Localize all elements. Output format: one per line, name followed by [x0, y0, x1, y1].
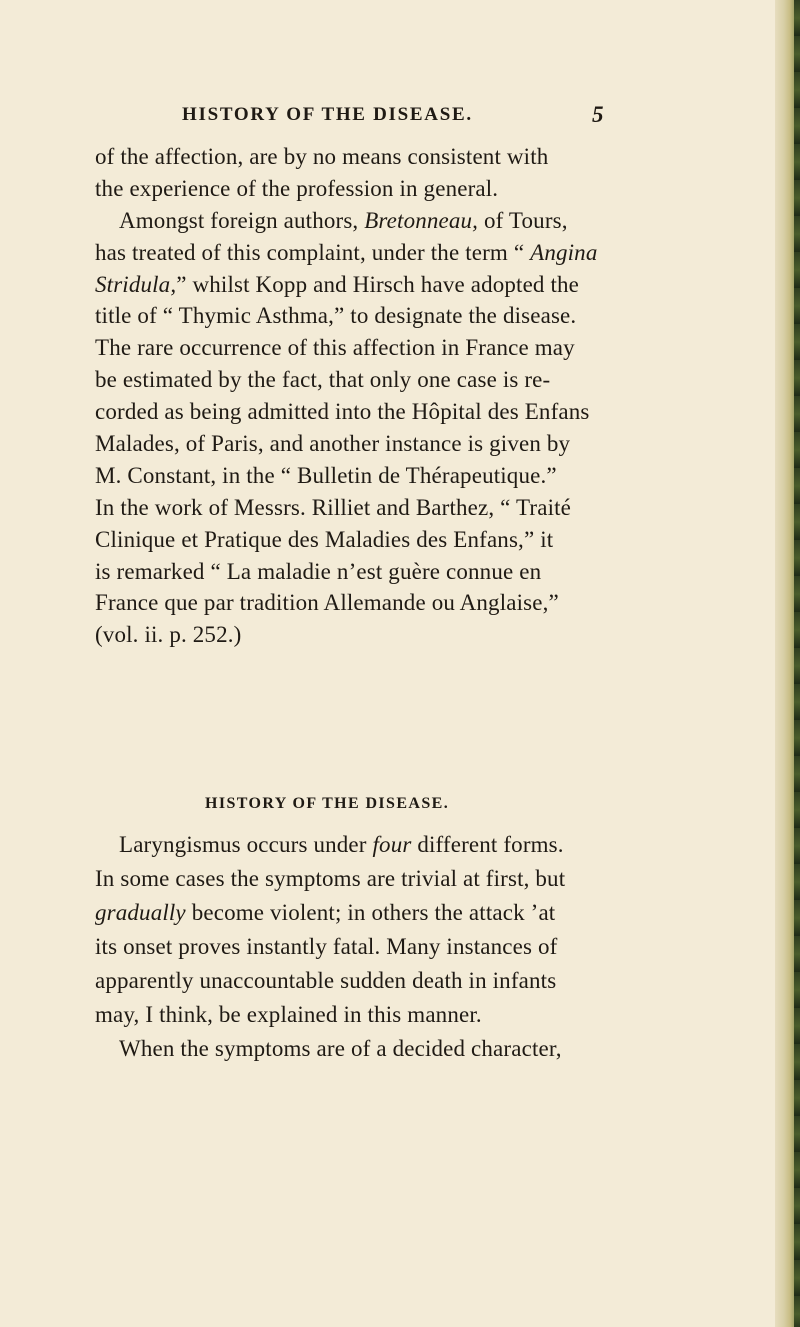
author-name: Bretonneau,	[364, 207, 479, 233]
text-line: the experience of the profession in general.	[95, 175, 499, 201]
text-line: In the work of Messrs. Rilliet and Barthez, “ Traité	[95, 494, 572, 520]
emphasis: four	[372, 832, 412, 857]
text-line: gradually become violent; in others the attack ’at	[95, 900, 556, 925]
text-line: Amongst foreign authors, Bretonneau, of Tours,	[119, 207, 568, 233]
text-line: (vol. ii. p. 252.)	[95, 622, 242, 648]
text-line: has treated of this complaint, under the term “ Angina	[95, 239, 598, 265]
text-line: be estimated by the fact, that only one case is re-	[95, 367, 551, 393]
text-line: corded as being admitted into the Hôpital des Enfans	[95, 399, 590, 425]
text-line: Stridula,” whilst Kopp and Hirsch have adopted the	[95, 271, 580, 297]
text-line: title of “ Thymic Asthma,” to designate the disease.	[95, 303, 577, 329]
text-line: Clinique et Pratique des Maladies des Enfans,” it	[95, 526, 554, 552]
latin-term: Angina	[530, 239, 598, 265]
text-line: The rare occurrence of this affection in France may	[95, 335, 575, 361]
text-line: apparently unaccountable sudden death in infants	[95, 968, 557, 993]
section-text	[95, 828, 715, 1066]
text-line: Malades, of Paris, and another instance is given by	[95, 431, 571, 457]
text-line: When the symptoms are of a decided character,	[119, 1036, 562, 1061]
text-line: M. Constant, in the “ Bulletin de Thérapeutique.”	[95, 462, 557, 488]
text-line: its onset proves instantly fatal. Many instances of	[95, 934, 558, 959]
book-edge	[775, 0, 800, 1327]
emphasis: gradually	[95, 900, 186, 925]
page-number: 5	[592, 102, 604, 127]
latin-term: Stridula,	[95, 271, 177, 297]
text-line: In some cases the symptoms are trivial at first, but	[95, 866, 566, 891]
text-line: Laryngismus occurs under four different forms.	[119, 832, 564, 857]
text-line: France que par tradition Allemande ou Anglaise,”	[95, 590, 559, 616]
text-line: of the affection, are by no means consistent with	[95, 144, 549, 169]
text-line: is remarked “ La maladie n’est guère connue en	[95, 558, 542, 584]
page-header	[0, 102, 775, 132]
section-heading: HISTORY OF THE DISEASE.	[205, 795, 450, 812]
body-text	[95, 141, 710, 651]
running-title: HISTORY OF THE DISEASE.	[182, 104, 473, 125]
text-line: may, I think, be explained in this manner.	[95, 1002, 482, 1027]
